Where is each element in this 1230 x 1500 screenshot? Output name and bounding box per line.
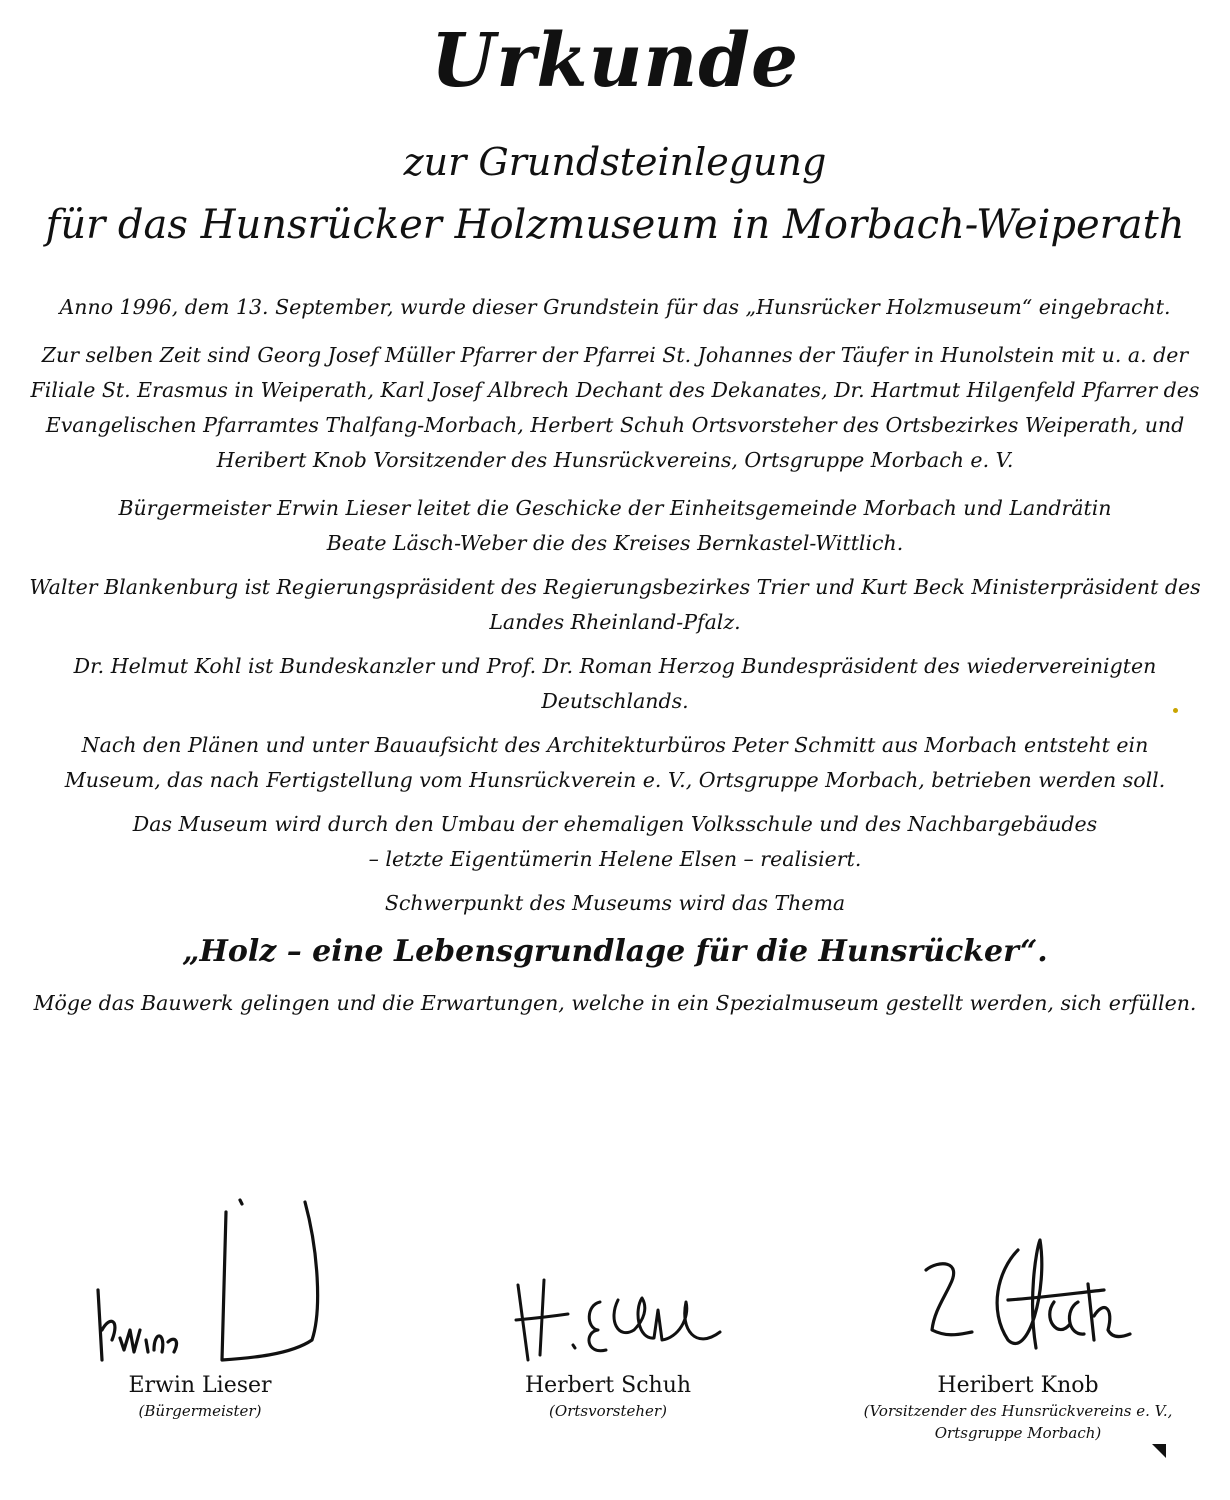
signatory-name-lieser: Erwin Lieser	[128, 1373, 272, 1398]
paragraph-building-line2: – letzte Eigentümerin Helene Elsen – realisiert.	[368, 847, 862, 871]
signature-mark-knob	[868, 1190, 1168, 1370]
paragraph-architect-line1: Nach den Plänen und unter Bauaufsicht des Architekturbüros Peter Schmitt aus Morbach entsteht ein	[81, 733, 1149, 757]
paragraph-federal-line2: Deutschlands.	[541, 689, 689, 713]
signatory-name-knob: Heribert Knob	[937, 1373, 1099, 1398]
paragraph-mayor	[18, 491, 1212, 561]
signature-mark-lieser	[50, 1190, 350, 1370]
paper-speck	[1173, 708, 1178, 713]
paragraph-focus: Schwerpunkt des Museums wird das Thema	[384, 891, 846, 915]
signatory-name-schuh: Herbert Schuh	[524, 1373, 692, 1398]
document-title: Urkunde	[430, 18, 800, 104]
paragraph-federal	[18, 649, 1212, 719]
corner-triangle-icon	[1152, 1444, 1166, 1458]
signature-block-mayor	[30, 1190, 370, 1422]
paragraph-state-line2: Landes Rheinland-Pfalz.	[489, 610, 741, 634]
paragraph-closing-wish: Möge das Bauwerk gelingen und die Erwartungen, welche in ein Spezialmuseum gestellt werden, sich erfüllen.	[33, 991, 1197, 1015]
signature-mark-schuh	[458, 1190, 758, 1370]
document-subtitle-line1: zur Grundsteinlegung	[403, 140, 827, 184]
paragraph-architect	[18, 728, 1212, 798]
paragraph-founding-date: Anno 1996, dem 13. September, wurde dieser Grundstein für das „Hunsrücker Holzmuseum“ eingebracht.	[59, 295, 1171, 319]
paragraph-state-line1: Walter Blankenburg ist Regierungspräsident des Regierungsbezirkes Trier und Kurt Beck Ministerpräsident des	[29, 575, 1201, 599]
signature-block-local-chief	[438, 1190, 778, 1422]
signatory-role-knob-line2: Ortsgruppe Morbach)	[934, 1424, 1102, 1442]
signature-block-club-chair	[848, 1190, 1188, 1444]
paragraph-architect-line2: Museum, das nach Fertigstellung vom Hunsrückverein e. V., Ortsgruppe Morbach, betrieben werden soll.	[64, 768, 1166, 792]
paragraph-building-line1: Das Museum wird durch den Umbau der ehemaligen Volksschule und des Nachbargebäudes	[132, 812, 1098, 836]
paragraph-mayor-line1: Bürgermeister Erwin Lieser leitet die Geschicke der Einheitsgemeinde Morbach und Landrätin	[118, 496, 1112, 520]
museum-theme: „Holz – eine Lebensgrundlage für die Hunsrücker“.	[182, 934, 1048, 969]
certificate-body	[18, 290, 1212, 1034]
signatory-role-knob-line1: (Vorsitzender des Hunsrückvereins e. V.,	[863, 1402, 1173, 1420]
signatory-role-lieser: (Bürgermeister)	[138, 1402, 262, 1420]
paragraph-mayor-line2: Beate Läsch-Weber die des Kreises Bernkastel-Wittlich.	[326, 531, 904, 555]
document-subtitle-line2: für das Hunsrücker Holzmuseum in Morbach-Weiperath	[45, 202, 1185, 248]
signatory-role-schuh: (Ortsvorsteher)	[549, 1402, 667, 1420]
paragraph-officials: Zur selben Zeit sind Georg Josef Müller Pfarrer der Pfarrei St. Johannes der Täufer in Hunolstein mit u. a. der Filiale St. Erasmus in Weiperath, Karl Josef Albrech Dechant des Dekanates, Dr. Hartmut Hilgenfeld Pfarrer des Evangelischen Pfarramtes Thalfang-Morbach, Herbert Schuh Ortsvorsteher des Ortsbezirkes Weiperath, und Heribert Knob Vorsitzender des Hunsrückvereins, Ortsgruppe Morbach e. V.	[30, 343, 1200, 472]
paragraph-building	[18, 807, 1212, 877]
paragraph-federal-line1: Dr. Helmut Kohl ist Bundeskanzler und Prof. Dr. Roman Herzog Bundespräsident des wiedervereinigten	[73, 654, 1157, 678]
paragraph-state	[18, 570, 1212, 640]
